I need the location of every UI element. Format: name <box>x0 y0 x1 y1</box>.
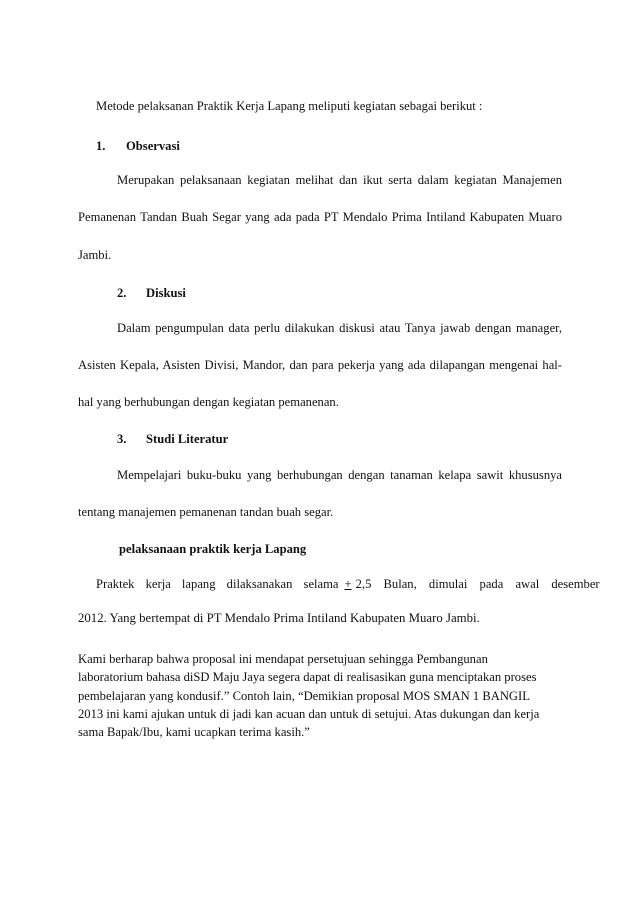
section-1-number: 1. <box>96 139 106 153</box>
schedule-line-2: 2012. Yang bertempat di PT Mendalo Prima Intiland Kabupaten Muaro Jambi. <box>78 611 480 625</box>
closing-line-5: sama Bapak/Ibu, kami ucapkan terima kasih.” <box>78 725 310 740</box>
closing-line-4: 2013 ini kami ajukan untuk di jadi kan acuan dan untuk di setujui. Atas dukungan dan kerja <box>78 706 540 721</box>
section-2-heading: Diskusi <box>146 286 186 300</box>
section-3-number: 3. <box>117 432 127 446</box>
schedule-plus-minus: + <box>344 577 352 591</box>
section-3-line-2: tentang manajemen pemanenan tandan buah segar. <box>78 505 334 519</box>
schedule-line-1-after: 2,5 Bulan, dimulai pada awal desember <box>355 577 600 591</box>
section-1-heading: Observasi <box>126 139 180 153</box>
closing-paragraph <box>78 650 558 741</box>
section-2-number: 2. <box>117 286 127 300</box>
section-1-line-1: Merupakan pelaksanaan kegiatan melihat dan ikut serta dalam kegiatan Manajemen <box>117 173 562 187</box>
section-3-heading: Studi Literatur <box>146 432 229 446</box>
closing-line-3: pembelajaran yang kondusif.” Contoh lain, “Demikian proposal MOS SMAN 1 BANGIL <box>78 688 530 703</box>
section-2-line-1: Dalam pengumpulan data perlu dilakukan diskusi atau Tanya jawab dengan manager, <box>117 321 562 335</box>
section-2-line-2: Asisten Kepala, Asisten Divisi, Mandor, dan para pekerja yang ada dilapangan mengenai hal- <box>78 358 562 372</box>
section-3-line-1: Mempelajari buku-buku yang berhubungan dengan tanaman kelapa sawit khususnya <box>117 468 562 482</box>
schedule-heading: pelaksanaan praktik kerja Lapang <box>119 542 307 556</box>
intro-text: Metode pelaksanan Praktik Kerja Lapang meliputi kegiatan sebagai berikut : <box>96 99 483 113</box>
section-1-line-2: Pemanenan Tandan Buah Segar yang ada pada PT Mendalo Prima Intiland Kabupaten Muaro <box>78 210 562 224</box>
section-1-line-3: Jambi. <box>78 248 112 262</box>
closing-line-2: laboratorium bahasa diSD Maju Jaya segera dapat di realisasikan guna menciptakan proses <box>78 670 537 685</box>
closing-line-1: Kami berharap bahwa proposal ini mendapat persetujuan sehingga Pembangunan <box>78 652 488 666</box>
schedule-line-1 <box>96 576 600 592</box>
section-2-line-3: hal yang berhubungan dengan kegiatan pemanenan. <box>78 395 339 409</box>
schedule-line-1-before: Praktek kerja lapang dilaksanakan selama <box>96 577 339 591</box>
